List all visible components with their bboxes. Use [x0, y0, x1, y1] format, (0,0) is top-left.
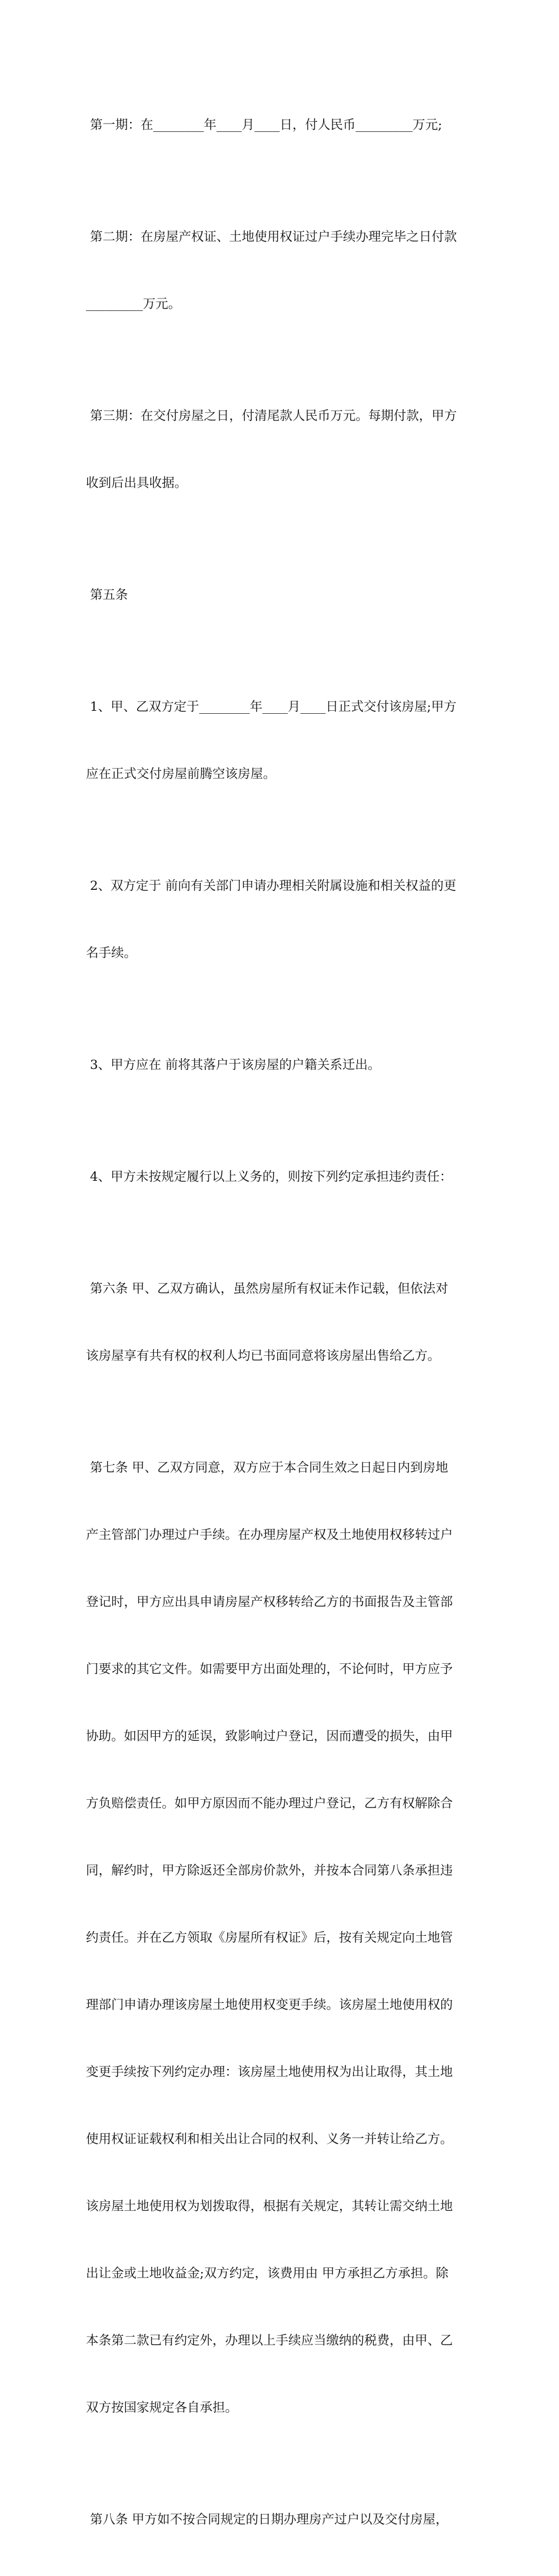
paragraph-period-2	[86, 181, 477, 360]
text-line: 本条第二款已有约定外，办理以上手续应当缴纳的税费，由甲、乙	[86, 2333, 453, 2348]
text-line: _________万元。	[86, 297, 181, 312]
document-page	[86, 69, 477, 2576]
text-line: 出让金或土地收益金;双方约定，该费用由 甲方承担乙方承担。除	[86, 2266, 449, 2281]
text-line: 2、双方定于 前向有关部门申请办理相关附属设施和相关权益的更	[86, 879, 457, 893]
text-line: 第二期：在房屋产权证、土地使用权证过户手续办理完毕之日付款	[86, 230, 457, 244]
text-line: 第五条	[86, 588, 128, 602]
text-line: 3、甲方应在 前将其落户于该房屋的户籍关系迁出。	[86, 1058, 381, 1072]
text-line: 第八条 甲方如不按合同规定的日期办理房产过户以及交付房屋，	[86, 2512, 448, 2527]
paragraph-article-5-item-3	[86, 1009, 477, 1121]
text-line: 方负赔偿责任。如甲方原因而不能办理过户登记，乙方有权解除合	[86, 1796, 453, 1811]
text-line: 约责任。并在乙方领取《房屋所有权证》后，按有关规定向土地管	[86, 1931, 453, 1945]
text-line: 名手续。	[86, 946, 137, 961]
text-line: 登记时，甲方应出具申请房屋产权移转给乙方的书面报告及主管部	[86, 1595, 453, 1610]
paragraph-article-5-item-1	[86, 651, 477, 830]
text-line: 产主管部门办理过户手续。在办理房屋产权及土地使用权移转过户	[86, 1528, 453, 1542]
paragraph-article-5-item-4	[86, 1121, 477, 1233]
text-line: 使用权证证载权利和相关出让合同的权利、义务一并转让给乙方。	[86, 2132, 453, 2147]
text-line: 1、甲、乙双方定于________年____月____日正式交付该房屋;甲方	[86, 700, 457, 714]
text-line: 同，解约时，甲方除返还全部房价款外，并按本合同第八条承担违	[86, 1863, 453, 1878]
text-line: 第一期：在________年____月____日，付人民币_________万元;	[86, 118, 442, 133]
text-line: 收到后出具收据。	[86, 476, 188, 491]
paragraph-article-8	[86, 2464, 477, 2576]
text-line: 4、甲方未按规定履行以上义务的，则按下列约定承担违约责任：	[86, 1170, 452, 1184]
paragraph-article-5-item-2	[86, 830, 477, 1009]
text-line: 第七条 甲、乙双方同意，双方应于本合同生效之日起日内到房地	[86, 1461, 448, 1475]
text-line: 该房屋土地使用权为划拨取得，根据有关规定，其转让需交纳土地	[86, 2199, 453, 2214]
paragraph-period-3	[86, 360, 477, 539]
text-line: 协助。如因甲方的延误，致影响过户登记，因而遭受的损失，由甲	[86, 1729, 453, 1744]
text-line: 双方按国家规定各自承担。	[86, 2400, 238, 2415]
article-5-heading	[86, 539, 477, 651]
text-line: 门要求的其它文件。如需要甲方出面处理的，不论何时，甲方应予	[86, 1662, 453, 1677]
paragraph-article-7	[86, 1412, 477, 2464]
text-line: 第六条 甲、乙双方确认，虽然房屋所有权证未作记载，但依法对	[86, 1282, 448, 1296]
text-line: 理部门申请办理该房屋土地使用权变更手续。该房屋土地使用权的	[86, 1998, 453, 2012]
text-line: 第三期：在交付房屋之日，付清尾款人民币万元。每期付款，甲方	[86, 409, 457, 423]
text-line: 变更手续按下列约定办理：该房屋土地使用权为出让取得，其土地	[86, 2065, 453, 2080]
text-line: 该房屋享有共有权的权利人均已书面同意将该房屋出售给乙方。	[86, 1349, 441, 1363]
paragraph-article-6	[86, 1233, 477, 1412]
paragraph-period-1	[86, 69, 477, 181]
text-line: 应在正式交付房屋前腾空该房屋。	[86, 767, 276, 782]
